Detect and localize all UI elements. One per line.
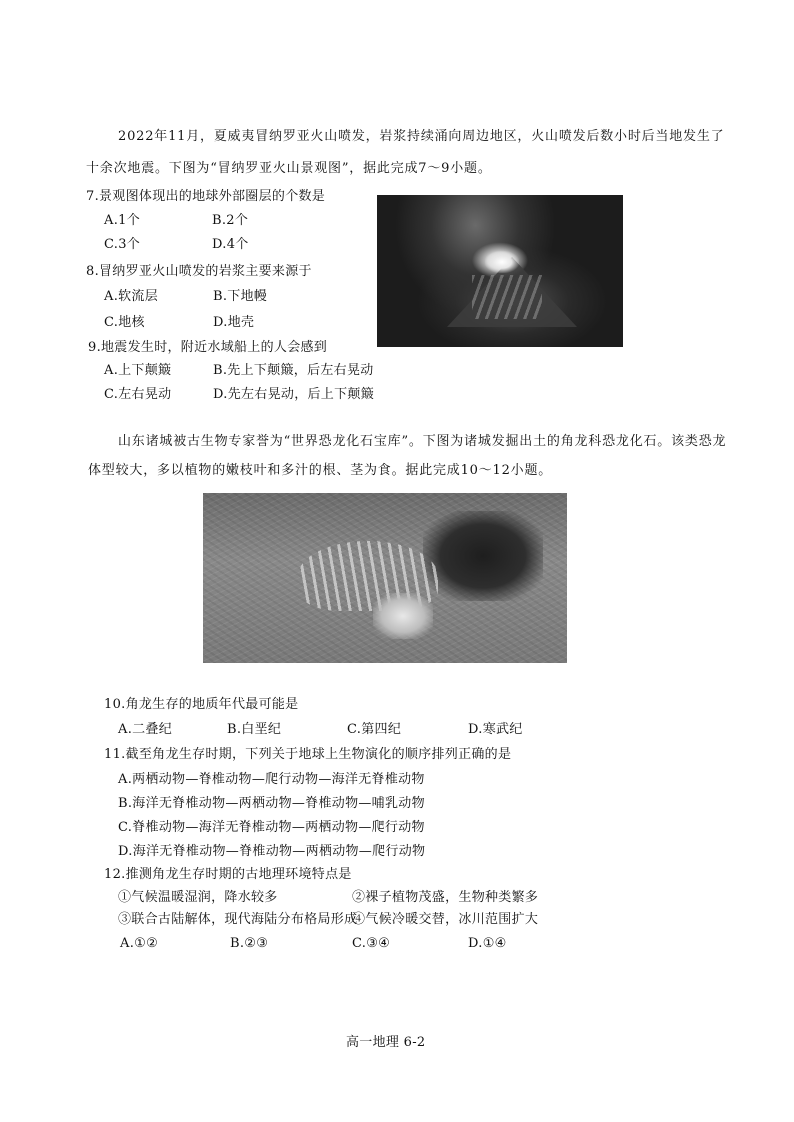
fossil-limb-bone <box>373 593 433 639</box>
q9-stem: 9.地震发生时，附近水域船上的人会感到 <box>88 340 328 355</box>
intro2-line1: 山东诸城被古生物专家誉为“世界恐龙化石宝库”。下图为诸城发掘出土的角龙科恐龙化石。该类恐龙 <box>118 434 727 449</box>
q9-option-b[interactable]: B.先上下颠簸，后左右晃动 <box>213 363 374 378</box>
q9-option-d[interactable]: D.先左右晃动，后上下颠簸 <box>213 387 374 402</box>
q7-stem: 7.景观图体现出的地球外部圈层的个数是 <box>86 189 326 204</box>
eruption-glow <box>485 251 519 273</box>
q7-option-d[interactable]: D.4个 <box>212 237 249 252</box>
q11-stem: 11.截至角龙生存时期，下列关于地球上生物演化的顺序排列正确的是 <box>104 747 512 762</box>
q11-option-d[interactable]: D.海洋无脊椎动物—脊椎动物—两栖动物—爬行动物 <box>118 844 426 859</box>
q7-option-a[interactable]: A.1个 <box>104 213 140 228</box>
intro2-line2: 体型较大，多以植物的嫩枝叶和多汁的根、茎为食。据此完成10～12小题。 <box>88 463 553 478</box>
q7-option-c[interactable]: C.3个 <box>104 237 141 252</box>
q8-option-b[interactable]: B.下地幔 <box>213 289 268 304</box>
q12-item-4: ④气候冷暖交替，冰川范围扩大 <box>352 912 539 927</box>
q10-option-a[interactable]: A.二叠纪 <box>118 722 173 737</box>
q8-option-d[interactable]: D.地壳 <box>213 315 255 330</box>
intro1-line1: 2022年11月，夏威夷冒纳罗亚火山喷发，岩浆持续涌向周边地区，火山喷发后数小时后当地发生了 <box>118 129 725 144</box>
dinosaur-fossil-photo <box>203 493 567 663</box>
q12-option-d[interactable]: D.①④ <box>468 936 507 951</box>
volcano-landscape-photo <box>377 195 623 347</box>
q12-item-2: ②裸子植物茂盛，生物种类繁多 <box>352 890 539 905</box>
q8-option-a[interactable]: A.软流层 <box>104 289 159 304</box>
q11-option-c[interactable]: C.脊椎动物—海洋无脊椎动物—两栖动物—爬行动物 <box>118 820 425 835</box>
q12-stem: 12.推测角龙生存时期的古地理环境特点是 <box>104 867 352 882</box>
q12-option-c[interactable]: C.③④ <box>352 936 391 951</box>
fossil-skull-shadow <box>423 511 543 601</box>
q10-option-c[interactable]: C.第四纪 <box>347 722 402 737</box>
lava-flow <box>472 275 542 319</box>
q12-item-3: ③联合古陆解体，现代海陆分布格局形成 <box>118 912 358 927</box>
q12-option-a[interactable]: A.①② <box>120 936 159 951</box>
q10-option-d[interactable]: D.寒武纪 <box>468 722 523 737</box>
q10-option-b[interactable]: B.白垩纪 <box>227 722 282 737</box>
q8-stem: 8.冒纳罗亚火山喷发的岩浆主要来源于 <box>86 264 312 279</box>
q9-option-c[interactable]: C.左右晃动 <box>104 387 172 402</box>
q9-option-a[interactable]: A.上下颠簸 <box>104 363 172 378</box>
q10-stem: 10.角龙生存的地质年代最可能是 <box>104 697 299 712</box>
q8-option-c[interactable]: C.地核 <box>104 315 145 330</box>
q11-option-a[interactable]: A.两栖动物—脊椎动物—爬行动物—海洋无脊椎动物 <box>118 772 425 787</box>
q11-option-b[interactable]: B.海洋无脊椎动物—两栖动物—脊椎动物—哺乳动物 <box>118 796 425 811</box>
page-footer: 高一地理 6-2 <box>346 1035 426 1050</box>
q12-item-1: ①气候温暖湿润，降水较多 <box>118 890 278 905</box>
intro1-line2: 十余次地震。下图为“冒纳罗亚火山景观图”，据此完成7～9小题。 <box>86 161 492 176</box>
q12-option-b[interactable]: B.②③ <box>230 936 269 951</box>
q7-option-b[interactable]: B.2个 <box>212 213 249 228</box>
